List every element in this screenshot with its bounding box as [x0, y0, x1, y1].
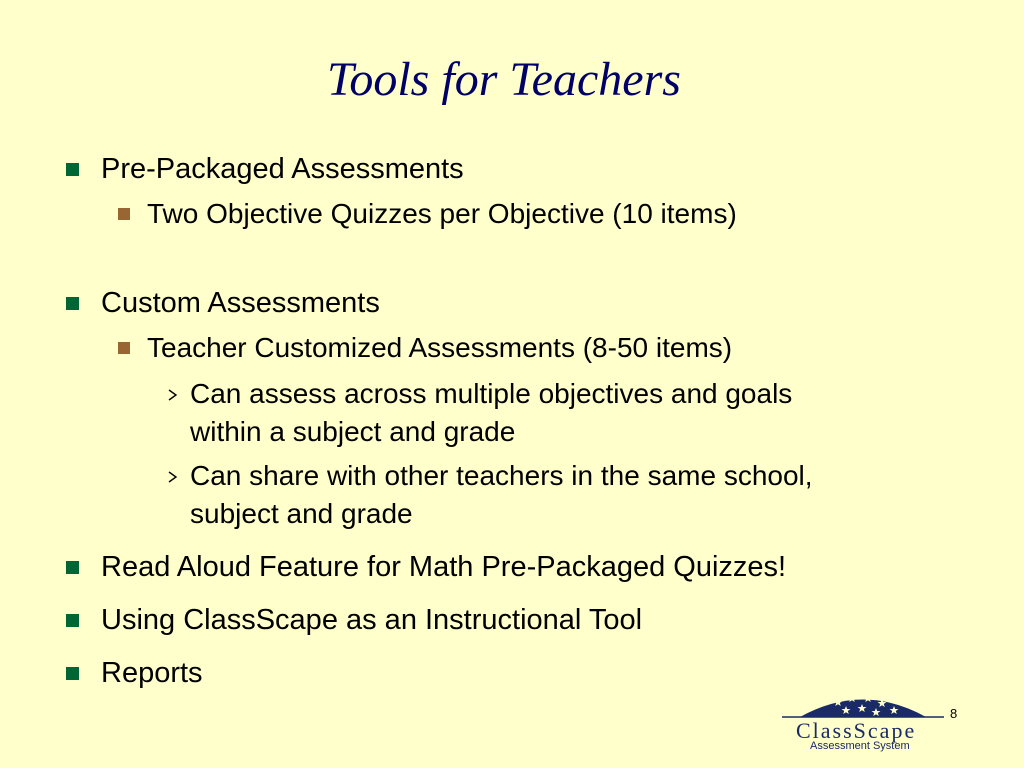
page-number: 8 — [950, 706, 958, 721]
sub-bullet-teacher-customized: Teacher Customized Assessments (8-50 items) — [147, 332, 733, 363]
square-bullet-icon — [118, 342, 130, 354]
logo-brand-text: ClassScape — [796, 718, 917, 743]
bullet-read-aloud: Read Aloud Feature for Math Pre-Packaged Quizzes! — [101, 551, 787, 583]
logo-sub-text: Assessment System — [810, 740, 910, 752]
square-bullet-icon — [66, 297, 79, 310]
square-bullet-icon — [66, 667, 79, 680]
bullet-instructional-tool: Using ClassScape as an Instructional Tool — [101, 604, 643, 636]
bullet-pre-packaged: Pre-Packaged Assessments — [101, 153, 464, 185]
square-bullet-icon — [66, 614, 79, 627]
sub-sub-bullet-share-line2: subject and grade — [190, 498, 413, 529]
square-bullet-icon — [66, 561, 79, 574]
sub-sub-bullet-share-line1: Can share with other teachers in the same school, — [190, 460, 813, 491]
bullet-custom-assessments: Custom Assessments — [101, 287, 380, 319]
square-bullet-icon — [118, 208, 130, 220]
bullet-reports: Reports — [101, 657, 203, 689]
sub-bullet-two-objective-quizzes: Two Objective Quizzes per Objective (10 items) — [147, 198, 737, 229]
slide-title: Tools for Teachers — [327, 53, 681, 106]
arrow-bullet-icon — [166, 388, 180, 402]
square-bullet-icon — [66, 163, 79, 176]
arrow-bullet-icon — [166, 470, 180, 484]
sub-sub-bullet-assess-line1: Can assess across multiple objectives and goals — [190, 378, 793, 409]
sub-sub-bullet-assess-line2: within a subject and grade — [190, 416, 516, 447]
